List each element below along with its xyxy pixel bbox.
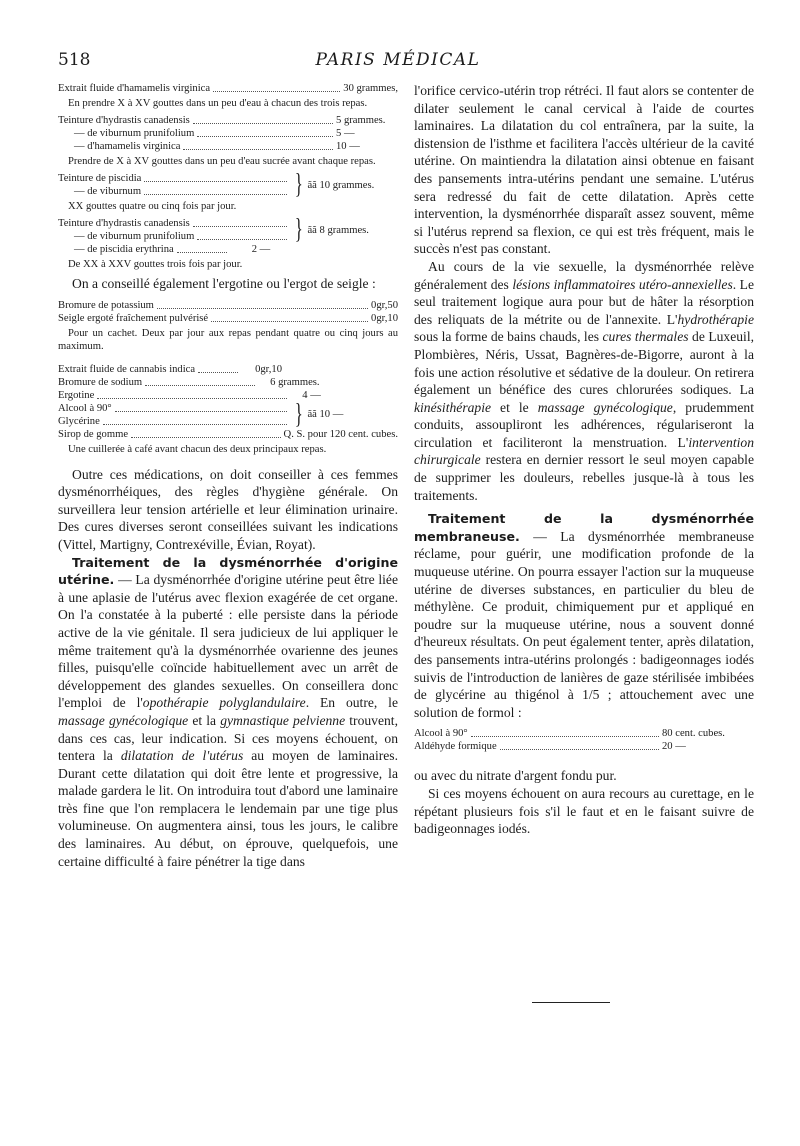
- rx-note: En prendre X à XV gouttes dans un peu d'eau à chacun des trois repas.: [68, 98, 368, 109]
- rx-line: Extrait fluide d'hamamelis virginica 30 grammes,: [58, 83, 398, 94]
- paragraph-curettage: Si ces moyens échouent on aura recours au curettage, en le répétant plusieurs fois s'il le faut et en le faisant suivre de badigeonnages iodés.: [414, 785, 754, 837]
- rx-line: — de piscidia erythrina 2 —: [74, 244, 271, 255]
- left-column: [58, 82, 398, 870]
- rx-line: — d'hamamelis virginica 10 —: [74, 141, 360, 152]
- prescription-hamamelis: [58, 82, 398, 271]
- rx-line: — de viburnum prunifolium 5 —: [74, 128, 355, 139]
- paragraph-nitrate: ou avec du nitrate d'argent fondu pur.: [414, 768, 617, 784]
- paragraph-outre: Outre ces médications, on doit conseiller à ces femmes dysménorrhéiques, des règles d'hygiène générale. On surveillera leur tension artérielle et leur élimination urinaire. Des cures diverses seront conseillées suivant les indications (Vittel, Martigny, Contrexéville, Évian, Royat).: [58, 466, 398, 552]
- rx-group: Teinture de piscidia — de viburnum } ãã 10 grammes.: [58, 169, 375, 200]
- rx-note: Prendre de X à XV gouttes dans un peu d'eau sucrée avant chaque repas.: [68, 156, 376, 167]
- paragraph-membraneuse: Traitement de la dysménorrhée membraneuse. — La dysménorrhée membraneuse réclame, pour guérir, une modification profonde de la muqueuse utérine. On pourra essayer l'action sur la muqueuse utérine de diverses substances, en particulier du bleu de méthylène. Ce produit, chimiquement pur et appliqué en poudre sur la muqueuse utérine, nous a souvent donné d'heureux résultats. On peut également tenter, après dilatation, des pansements intra-utérins prolongés : badigeonnages iodés suivis de l'introduction de lanières de gaze stérilisée imbibées de glycérine au thigénol à 1/5 ; attouchement avec une solution de formol :: [414, 511, 754, 720]
- rx-group: Alcool à 90° Glycérine } ãã 10 —: [58, 398, 344, 430]
- paragraph-uterine: Traitement de la dysménorrhée d'origine utérine. — La dysménorrhée d'origine utérine peut être liée à une aplasie de l'utérus avec flexion exagérée de cet organe. On l'a constatée à la puberté : elle persiste dans la période active de la vie génitale. Il sera judicieux de lui appliquer le même traitement qu'à la dysménorrhée ovarienne des jeunes filles, puisqu'elle coïncide habituellement avec un arrêt de développement des glandes sexuelles. On conseillera donc l'emploi de l'opothérapie polyglandulaire. En outre, le massage gynécologique et la gymnastique pelvienne trouvent, dans ces cas, leur indication. Si ces moyens échouent, on tentera la dilatation de l'utérus au moyen de laminaires. Durant cette dilatation qui doit être lente et progressive, la malade gardera le lit. On introduira tout d'abord une laminaire très fine que l'on remplacera le lendemain par une tige plus volumineuse. On augmentera ainsi, tous les jours, le calibre des laminaires. Au début, on éprouve, quelquefois, une certaine difficulté à faire pénétrer la tige dans: [58, 554, 398, 869]
- rx-note: De XX à XXV gouttes trois fois par jour.: [68, 259, 243, 270]
- rx-note: XX gouttes quatre ou cinq fois par jour.: [68, 201, 237, 212]
- rx-group: Teinture d'hydrastis canadensis — de viburnum prunifolium } ãã 8 grammes.: [58, 214, 369, 245]
- rx-line: Teinture d'hydrastis canadensis 5 grammes.: [58, 115, 386, 126]
- paragraph-ergot: On a conseillé également l'ergotine ou l'ergot de seigle :: [72, 276, 376, 291]
- prescription-cannabis: Extrait fluide de cannabis indica 0gr,10 Bromure de sodium 6 grammes. Ergotine 4 — Alcool à 90° Glycérine } ãã 10 — Sirop de gomme Q. S. pour 120 cent. cubes. Une cuillerée à café avant chacun des deux principaux repas.: [58, 363, 398, 455]
- prescription-formol: Alcool à 90° 80 cent. cubes. Aldéhyde formique 20 —: [414, 728, 725, 753]
- right-column: [414, 82, 754, 838]
- end-separator: [532, 1002, 610, 1003]
- rx-note: Pour un cachet. Deux par jour aux repas pendant quatre ou cinq jours au maximum.: [58, 327, 398, 352]
- journal-title: PARIS MÉDICAL: [315, 50, 481, 70]
- page-header: [58, 50, 738, 74]
- rx-note: Une cuillerée à café avant chacun des deux principaux repas.: [68, 443, 327, 455]
- page-number: 518: [58, 50, 91, 70]
- paragraph-vie-sexuelle: Au cours de la vie sexuelle, la dysménorrhée relève généralement des lésions inflammatoires utéro-annexielles. Le seul traitement logique aura pour but de hâter la résorption des reliquats de la métrite ou de l'annexite. L'hydrothérapie sous la forme de bains chauds, les cures thermales de Luxeuil, Plombières, Néris, Ussat, Bagnères-de-Bigorre, auront à la fois une action résolutive et sédative de la douleur. On retirera également un bénéfice des cures chlorurées sodiques. La kinésithérapie et le massage gynécologique, prudemment conduits, assoupliront les adhérences, régulariseront la circulation et faciliteront la menstruation. L'intervention chirurgicale restera en dernier ressort le seul moyen capable de supprimer les douleurs, rebelles jusque-là à tous les traitements.: [414, 258, 754, 503]
- prescription-cachet: Bromure de potassium 0gr,50 Seigle ergoté fraîchement pulvérisé 0gr,10 Pour un cachet. Deux par jour aux repas pendant quatre ou cinq jours au maximum.: [58, 299, 398, 352]
- section-heading-uterine: Traitement de la dysménorrhée d'origine utérine.: [58, 554, 398, 588]
- section-heading-membraneuse: Traitement de la dysménorrhée membraneuse.: [414, 511, 754, 544]
- paragraph-continued: l'orifice cervico-utérin trop rétréci. Il faut alors se contenter de dilater seulement le canal cervical à l'aide de courtes laminaires. La dilatation du col entraînera, par la suite, la distension de l'isthme et facilitera l'accès ultérieur de la cavité utérine. On maintiendra la dilatation ainsi obtenue en faisant des pansements intra-utérins pendant une semaine. L'utérus sera redressé du fait de cette dilatation. Après cette intervention, la dysménorrhée disparaît assez souvent, même si l'utérus reprend sa flexion, ce qui est très fréquent, mais le succès n'est pas constant.: [414, 83, 754, 257]
